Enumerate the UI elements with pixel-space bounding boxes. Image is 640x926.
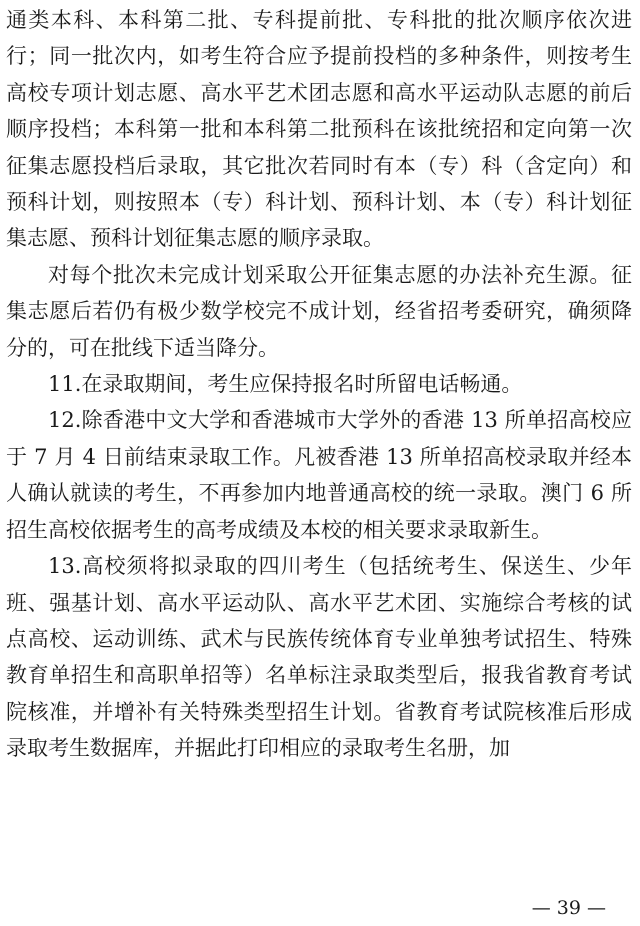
paragraph-item-13: 13.高校须将拟录取的四川考生（包括统考生、保送生、少年班、强基计划、高水平运动队、高水平艺术团、实施综合考核的试点高校、运动训练、武术与民族传统体育专业单独考试招生、特殊教育单招生和高职单招等）名单标注录取类型后，报我省教育考试院核准，并增补有关特殊类型招生计划。省教育考试院核准后形成录取考生数据库，并据此打印相应的录取考生名册，加: [6, 554, 632, 761]
paragraph-item-11: 11.在录取期间，考生应保持报名时所留电话畅通。: [48, 372, 523, 397]
paragraph-item-12: 12.除香港中文大学和香港城市大学外的香港 13 所单招高校应于 7 月 4 日前结束录取工作。凡被香港 13 所单招高校录取并经本人确认就读的考生，不再参加内地普通高校的统一录取。澳门 6 所招生高校依据考生的高考成绩及本校的相关要求录取新生。: [6, 408, 632, 542]
paragraph-solicitation: 对每个批次未完成计划采取公开征集志愿的办法补充生源。征集志愿后若仍有极少数学校完不成计划，经省招考委研究，确须降分的，可在批线下适当降分。: [6, 262, 632, 360]
body-text: [6, 2, 632, 767]
paragraph-batch-order: 通类本科、本科第二批、专科提前批、专科批的批次顺序依次进行；同一批次内，如考生符合应予提前投档的多种条件，则按考生高校专项计划志愿、高水平艺术团志愿和高水平运动队志愿的前后顺序投档；本科第一批和本科第二批预科在该批统招和定向第一次征集志愿投档后录取，其它批次若同时有本（专）科（含定向）和预科计划，则按照本（专）科计划、预科计划、本（专）科计划征集志愿、预科计划征集志愿的顺序录取。: [6, 8, 632, 251]
page-number: — 39 —: [531, 897, 606, 919]
